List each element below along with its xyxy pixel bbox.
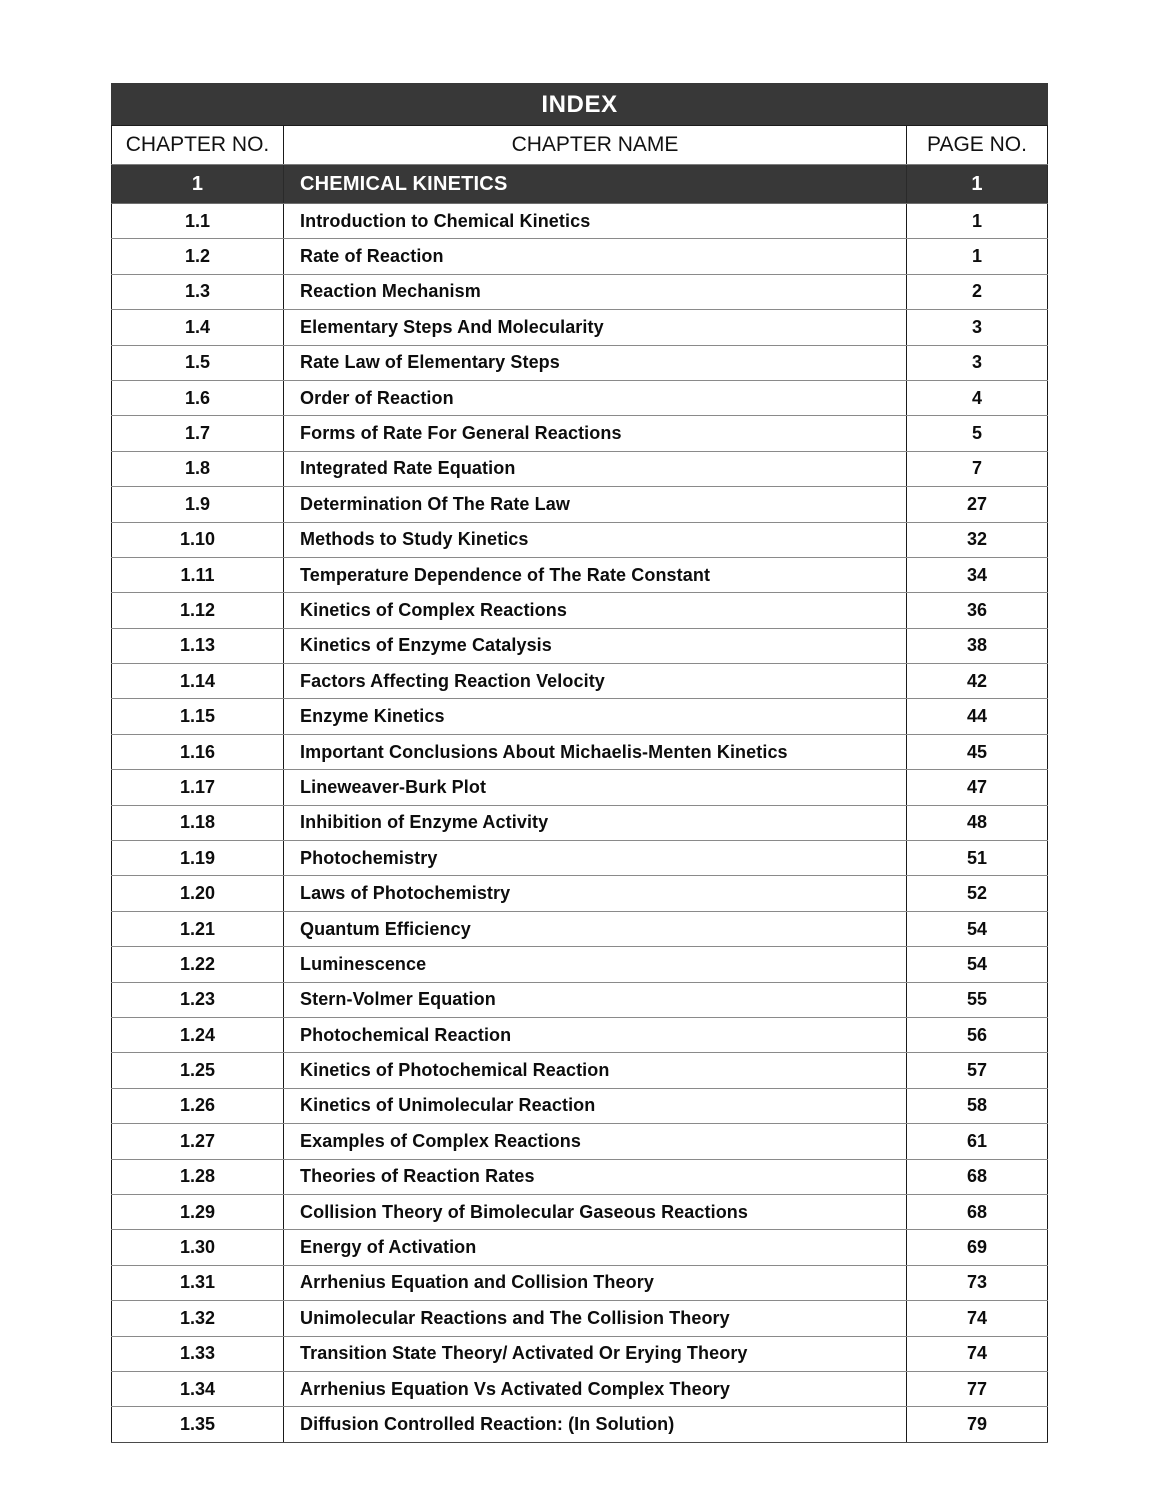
section-page: 52 (907, 876, 1048, 911)
section-number: 1.28 (112, 1159, 284, 1194)
section-page: 69 (907, 1230, 1048, 1265)
index-title-row (112, 84, 1048, 126)
section-page: 61 (907, 1124, 1048, 1159)
section-number: 1.30 (112, 1230, 284, 1265)
section-page: 3 (907, 345, 1048, 380)
section-number: 1.5 (112, 345, 284, 380)
table-row[interactable] (112, 982, 1048, 1017)
index-table-body (112, 84, 1048, 1443)
section-number: 1.29 (112, 1194, 284, 1229)
section-name: Important Conclusions About Michaelis-Menten Kinetics (284, 734, 907, 769)
table-row[interactable] (112, 239, 1048, 274)
table-row[interactable] (112, 310, 1048, 345)
table-row[interactable] (112, 345, 1048, 380)
section-page: 1 (907, 204, 1048, 239)
section-number: 1.20 (112, 876, 284, 911)
table-row[interactable] (112, 876, 1048, 911)
section-page: 47 (907, 770, 1048, 805)
section-number: 1.13 (112, 628, 284, 663)
section-page: 2 (907, 274, 1048, 309)
section-page: 56 (907, 1017, 1048, 1052)
table-row[interactable] (112, 204, 1048, 239)
section-name: Elementary Steps And Molecularity (284, 310, 907, 345)
table-row[interactable] (112, 487, 1048, 522)
section-page: 42 (907, 664, 1048, 699)
section-page: 74 (907, 1336, 1048, 1371)
table-row[interactable] (112, 593, 1048, 628)
section-page: 77 (907, 1371, 1048, 1406)
table-row[interactable] (112, 734, 1048, 769)
table-row[interactable] (112, 451, 1048, 486)
column-header-chapter-name: CHAPTER NAME (284, 126, 907, 165)
section-name: Stern-Volmer Equation (284, 982, 907, 1017)
table-row[interactable] (112, 1017, 1048, 1052)
section-name: Photochemistry (284, 841, 907, 876)
section-name: Kinetics of Enzyme Catalysis (284, 628, 907, 663)
section-name: Laws of Photochemistry (284, 876, 907, 911)
section-name: Arrhenius Equation and Collision Theory (284, 1265, 907, 1300)
table-row[interactable] (112, 522, 1048, 557)
table-row[interactable] (112, 1407, 1048, 1442)
section-number: 1.25 (112, 1053, 284, 1088)
section-name: Temperature Dependence of The Rate Constant (284, 557, 907, 592)
section-name: Kinetics of Unimolecular Reaction (284, 1088, 907, 1123)
section-name: Forms of Rate For General Reactions (284, 416, 907, 451)
section-number: 1.6 (112, 380, 284, 415)
section-number: 1.2 (112, 239, 284, 274)
section-number: 1.17 (112, 770, 284, 805)
section-page: 51 (907, 841, 1048, 876)
section-number: 1.1 (112, 204, 284, 239)
section-name: Theories of Reaction Rates (284, 1159, 907, 1194)
section-number: 1.7 (112, 416, 284, 451)
index-table (111, 83, 1048, 1443)
section-name: Examples of Complex Reactions (284, 1124, 907, 1159)
section-number: 1.16 (112, 734, 284, 769)
section-number: 1.31 (112, 1265, 284, 1300)
table-row[interactable] (112, 1230, 1048, 1265)
section-name: Unimolecular Reactions and The Collision Theory (284, 1301, 907, 1336)
section-number: 1.11 (112, 557, 284, 592)
chapter-heading-row[interactable] (112, 165, 1048, 204)
table-row[interactable] (112, 557, 1048, 592)
section-page: 48 (907, 805, 1048, 840)
section-page: 27 (907, 487, 1048, 522)
column-header-chapter-no: CHAPTER NO. (112, 126, 284, 165)
table-row[interactable] (112, 628, 1048, 663)
section-name: Inhibition of Enzyme Activity (284, 805, 907, 840)
section-number: 1.8 (112, 451, 284, 486)
section-page: 44 (907, 699, 1048, 734)
section-number: 1.22 (112, 947, 284, 982)
section-name: Collision Theory of Bimolecular Gaseous Reactions (284, 1194, 907, 1229)
section-page: 34 (907, 557, 1048, 592)
section-page: 74 (907, 1301, 1048, 1336)
section-page: 68 (907, 1159, 1048, 1194)
section-number: 1.26 (112, 1088, 284, 1123)
section-page: 32 (907, 522, 1048, 557)
section-page: 1 (907, 239, 1048, 274)
section-number: 1.10 (112, 522, 284, 557)
section-name: Rate of Reaction (284, 239, 907, 274)
section-name: Order of Reaction (284, 380, 907, 415)
section-number: 1.23 (112, 982, 284, 1017)
section-number: 1.32 (112, 1301, 284, 1336)
section-page: 73 (907, 1265, 1048, 1300)
table-row[interactable] (112, 1265, 1048, 1300)
section-name: Determination Of The Rate Law (284, 487, 907, 522)
section-page: 57 (907, 1053, 1048, 1088)
section-number: 1.3 (112, 274, 284, 309)
section-page: 58 (907, 1088, 1048, 1123)
table-row[interactable] (112, 911, 1048, 946)
section-name: Arrhenius Equation Vs Activated Complex Theory (284, 1371, 907, 1406)
section-page: 4 (907, 380, 1048, 415)
section-number: 1.35 (112, 1407, 284, 1442)
section-name: Enzyme Kinetics (284, 699, 907, 734)
section-page: 7 (907, 451, 1048, 486)
table-row[interactable] (112, 1159, 1048, 1194)
section-page: 38 (907, 628, 1048, 663)
section-name: Rate Law of Elementary Steps (284, 345, 907, 380)
section-number: 1.4 (112, 310, 284, 345)
section-number: 1.15 (112, 699, 284, 734)
section-page: 45 (907, 734, 1048, 769)
section-name: Methods to Study Kinetics (284, 522, 907, 557)
table-row[interactable] (112, 1301, 1048, 1336)
table-row[interactable] (112, 1371, 1048, 1406)
section-number: 1.24 (112, 1017, 284, 1052)
table-row[interactable] (112, 380, 1048, 415)
section-page: 36 (907, 593, 1048, 628)
section-number: 1.12 (112, 593, 284, 628)
section-name: Kinetics of Complex Reactions (284, 593, 907, 628)
table-row[interactable] (112, 416, 1048, 451)
table-row[interactable] (112, 841, 1048, 876)
section-name: Transition State Theory/ Activated Or Erying Theory (284, 1336, 907, 1371)
table-row[interactable] (112, 805, 1048, 840)
section-name: Reaction Mechanism (284, 274, 907, 309)
table-row[interactable] (112, 770, 1048, 805)
section-page: 54 (907, 911, 1048, 946)
section-page: 3 (907, 310, 1048, 345)
chapter-heading-name: CHEMICAL KINETICS (284, 165, 907, 204)
column-header-page-no: PAGE NO. (907, 126, 1048, 165)
section-page: 5 (907, 416, 1048, 451)
section-name: Diffusion Controlled Reaction: (In Solution) (284, 1407, 907, 1442)
section-name: Luminescence (284, 947, 907, 982)
section-number: 1.19 (112, 841, 284, 876)
table-row[interactable] (112, 947, 1048, 982)
section-number: 1.34 (112, 1371, 284, 1406)
section-name: Quantum Efficiency (284, 911, 907, 946)
section-page: 79 (907, 1407, 1048, 1442)
section-number: 1.14 (112, 664, 284, 699)
section-number: 1.18 (112, 805, 284, 840)
section-name: Energy of Activation (284, 1230, 907, 1265)
table-row[interactable] (112, 1194, 1048, 1229)
table-row[interactable] (112, 1053, 1048, 1088)
chapter-heading-page: 1 (907, 165, 1048, 204)
table-row[interactable] (112, 1124, 1048, 1159)
section-number: 1.27 (112, 1124, 284, 1159)
table-row[interactable] (112, 274, 1048, 309)
section-name: Photochemical Reaction (284, 1017, 907, 1052)
section-name: Factors Affecting Reaction Velocity (284, 664, 907, 699)
section-name: Introduction to Chemical Kinetics (284, 204, 907, 239)
section-name: Kinetics of Photochemical Reaction (284, 1053, 907, 1088)
section-page: 68 (907, 1194, 1048, 1229)
section-page: 54 (907, 947, 1048, 982)
index-title: INDEX (112, 84, 1048, 126)
section-page: 55 (907, 982, 1048, 1017)
table-row[interactable] (112, 664, 1048, 699)
section-name: Integrated Rate Equation (284, 451, 907, 486)
section-name: Lineweaver-Burk Plot (284, 770, 907, 805)
section-number: 1.9 (112, 487, 284, 522)
table-row[interactable] (112, 1088, 1048, 1123)
column-header-row (112, 126, 1048, 165)
table-row[interactable] (112, 1336, 1048, 1371)
table-row[interactable] (112, 699, 1048, 734)
section-number: 1.33 (112, 1336, 284, 1371)
chapter-heading-number: 1 (112, 165, 284, 204)
section-number: 1.21 (112, 911, 284, 946)
